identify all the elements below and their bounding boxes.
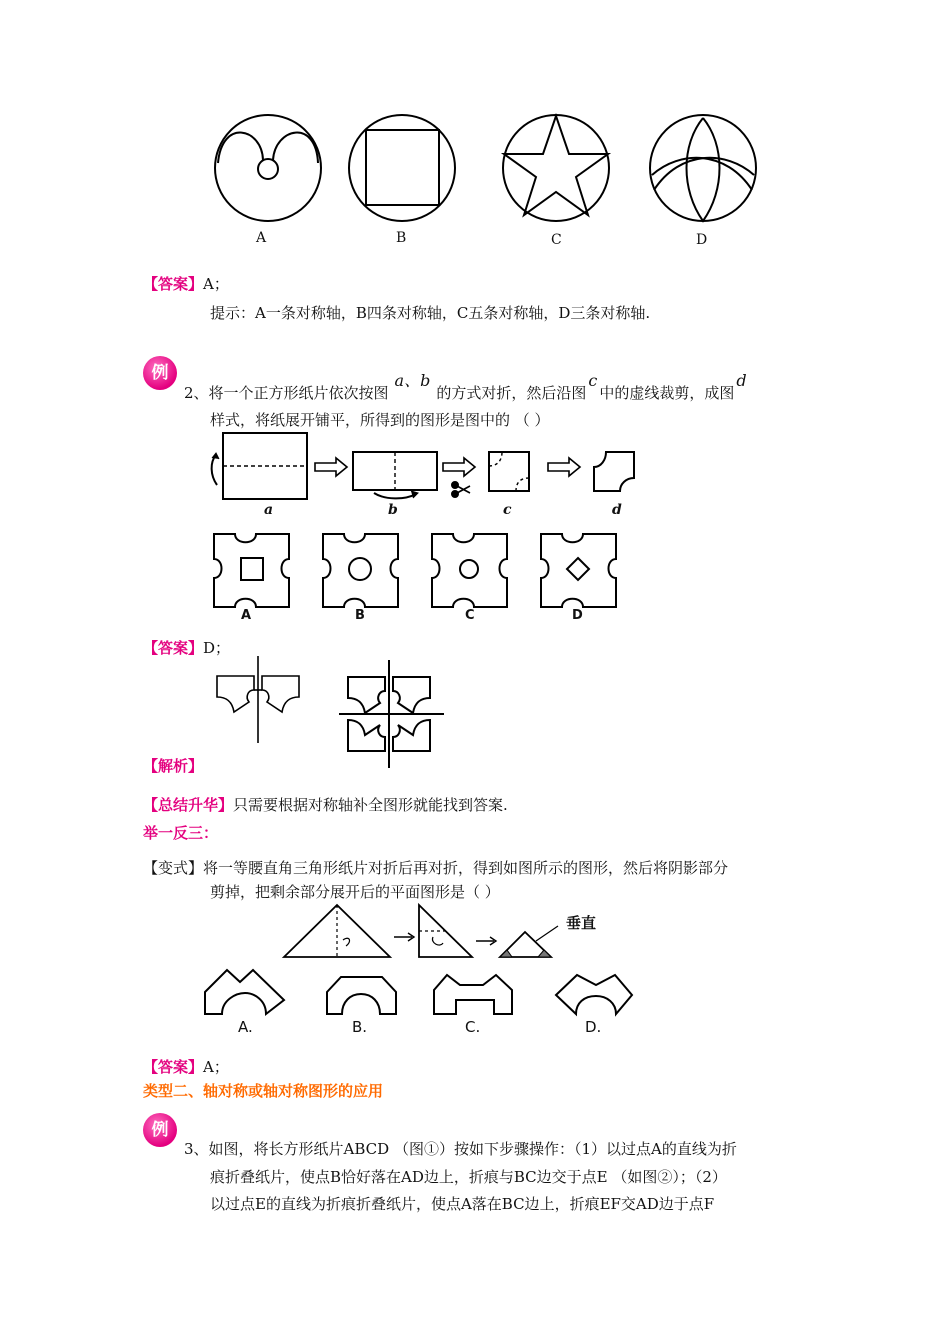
variant-tag: 【变式】: [143, 859, 204, 877]
variant-line2: 剪掉，把剩余部分展开后的平面图形是（ ）: [210, 883, 500, 901]
q1-option-b-label: B: [396, 230, 407, 246]
answer-value: D；: [203, 639, 231, 657]
summary-text: 只需要根据对称轴补全图形就能找到答案.: [233, 796, 508, 814]
q1-option-d-label: D: [696, 232, 708, 248]
q2-question-line2: 样式，将纸展开铺平，所得到的图形是图中的 （ ）: [210, 411, 550, 429]
step-a-label: a: [264, 502, 274, 518]
practice-heading: 举一反三：: [143, 824, 219, 842]
q1-hint: 提示：A一条对称轴，B四条对称轴，C五条对称轴，D三条对称轴.: [210, 304, 651, 322]
q2-text-part1: 2、将一个正方形纸片依次按图: [184, 384, 389, 402]
variant-option-c-label: C.: [465, 1018, 481, 1036]
answer-tag: 【答案】: [143, 639, 204, 657]
variant-answer-line: [143, 1056, 229, 1077]
variant-option-b-label: B.: [352, 1018, 368, 1036]
q2-option-c-label: C: [465, 608, 475, 623]
answer-tag: 【答案】: [143, 275, 204, 293]
example-badge-icon: 例: [143, 1113, 177, 1147]
q2-text-part2: 的方式对折，然后沿图: [436, 384, 587, 402]
q1-option-c-label: C: [551, 232, 562, 248]
fig-ab-ref: a、b: [394, 371, 431, 390]
q3-line2: 痕折叠纸片，使点B恰好落在AD边上，折痕与BC边交于点E （如图②）；（2）: [210, 1168, 727, 1186]
fig-c-ref: c: [588, 371, 598, 390]
section-heading: 类型二、轴对称或轴对称图形的应用: [143, 1082, 384, 1100]
vertical-label: 垂直: [566, 914, 597, 932]
step-d-label: d: [612, 502, 622, 518]
summary-tag: 【总结升华】: [143, 796, 234, 814]
q2-option-d-label: D: [572, 608, 583, 623]
step-b-label: b: [388, 502, 398, 518]
q3-line1: 3、如图，将长方形纸片ABCD （图①）按如下步骤操作：（1）以过点A的直线为折: [184, 1140, 737, 1158]
fig-d-ref: d: [736, 371, 747, 390]
variant-option-a-label: A.: [238, 1018, 253, 1036]
q2-option-a-label: A: [241, 608, 252, 623]
analysis-tag: 【解析】: [143, 757, 204, 775]
q2-option-b-label: B: [355, 608, 365, 623]
step-c-label: c: [503, 502, 512, 518]
q3-line3: 以过点E的直线为折痕折叠纸片，使点A落在BC边上，折痕EF交AD边于点F: [210, 1195, 715, 1213]
variant-text1: 将一等腰直角三角形纸片对折后再对折，得到如图所示的图形，然后将阴影部分: [203, 859, 729, 877]
q1-option-a-label: A: [256, 230, 267, 246]
answer-tag: 【答案】: [143, 1058, 204, 1076]
variant-option-d-label: D.: [585, 1018, 602, 1036]
answer-value: A；: [203, 275, 229, 293]
answer-value: A；: [203, 1058, 229, 1076]
example-badge-icon: 例: [143, 356, 177, 390]
q2-text-part3: 中的虚线裁剪，成图: [599, 384, 735, 402]
